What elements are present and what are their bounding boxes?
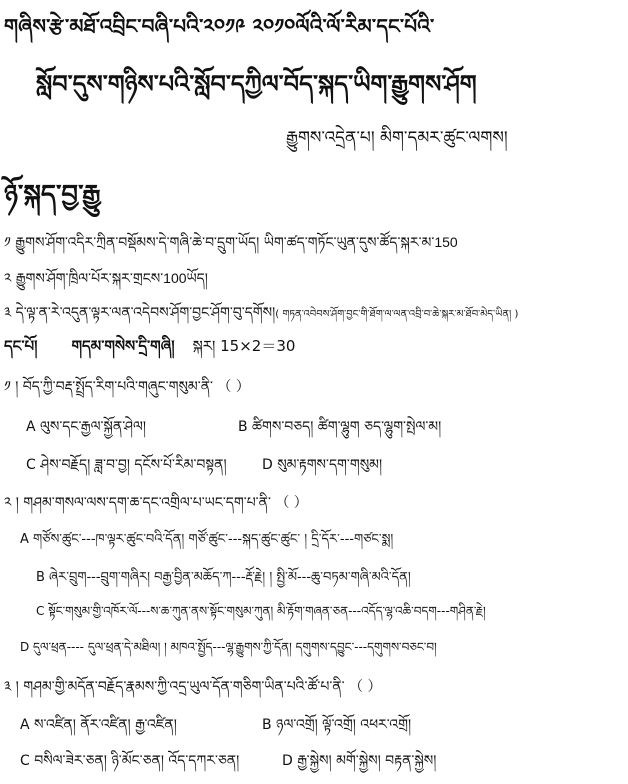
question-1-option-a: A ལུས་དང་རྒྱལ་སྐྱོན་ཤེལ།	[26, 419, 146, 435]
question-3-option-d: D རྒྱ་སྐྱེས། མགོ་སྐྱེས། བརྟན་སྐྱེས།	[282, 753, 437, 769]
question-1-option-b: B ཚིགས་བཅད། ཚིག་ལྷུག ཅད་ལྷུག་སྤེལ་མ།	[238, 419, 442, 435]
rule-3-text: ༣ དེ་ལྟ་ན་རེ་འདུན་ལྟར་ལན་འདེབས་ཤོག་བྱང་ཤོག་བུ་དགོས།	[4, 305, 276, 321]
exam-header-line1: གཞིས་རྩེ་མཐོ་འབྲིང་བཞི་པའི་༢༠༡༩ ༢༠༡༠ལོའི་ལོ་རིམ་དང་པོའི་	[4, 14, 435, 38]
section-title: ཉོ་སྐད་བྱ་རྒྱུ	[4, 180, 101, 210]
question-2-option-d: D དུལ་ཕྲན---- དུལ་ཕྲན་དེ་མཐིལ། ། མཁའ་སྤྱོད---ལྷ་རྒྱུགས་ཀྱི་དོན། དགུགས་དབྱུང་---དགུགས་བཅང་བ།	[20, 640, 437, 654]
rule-1-number: 150	[434, 234, 458, 250]
rule-3-note: ( གཏན་འབེབས་ཤོག་བྱང་གི་ཐོག་ལ་ལན་འབྲི་བ་ཆེ་སྐར་མ་ཐོབ་མེད་ཡིན། )	[275, 309, 519, 320]
rule-1	[4, 226, 458, 266]
part-heading	[4, 330, 295, 372]
exam-author: རྒྱུགས་འདྲེན་པ། མིག་དམར་ཚུང་ལགས།	[286, 128, 508, 148]
question-3-option-b: B ཉལ་འགྲོ། ལྟོ་འགྲོ། འཕར་འགྲོ།	[262, 717, 412, 733]
rule-1-text: ༡ རྒྱུགས་ཤོག་འདིར་ཀྲིན་བསྡོམས་དེ་གཞི་ཆེ་བ་དྲུག་ཡོད། ཡིག་ཚད་གཏོང་ཡུན་དུས་ཚོད་སྐར་མ་	[4, 235, 435, 251]
question-2-stem: ༢ ། གཤམ་གསལ་ལས་དག་ཆ་དང་འགྲིལ་པ་ཡང་དག་པ་ནི་ （ ）	[4, 495, 308, 511]
part-label: དང་པོ།	[4, 337, 38, 355]
question-2-option-a: A གཙོས་ཚུང་---ཁ་ལྟར་ཚུང་བའི་དོན། གཙོ་ཚུང་---སྐད་ཚུང་ཚུང་ ། དྲི་དོར་---གཙང་སྨ།	[20, 532, 394, 547]
question-1-option-c: C ཤེས་བརྗོད། ཟླ་བ་བྱ། དངོས་པོ་རིམ་བསྟན།	[26, 457, 227, 473]
rule-2-tail: ཡོད།	[186, 271, 208, 287]
question-3-option-c: C བསིལ་ཟེར་ཅན། ཉི་མོང་ཅན། འོད་དཀར་ཅན།	[20, 753, 240, 769]
question-1-stem: ༡ ། བོད་ཀྱི་བརྡ་སྤྲོད་རིག་པའི་གཞུང་གསུམ་ནི་ （ ）	[4, 379, 250, 395]
question-2-option-b: B ཞེར་བྲུག---བྲུག་གཞིར། བརྒྱ་བྱིན་མཆོད་ཀ---རྡོ་རྗེ། ། སྤྱི་མོ---ཆུ་བཏམ་གཞི་མའི་དོན།	[36, 570, 411, 585]
question-3-stem: ༣ ། གཤམ་གྱི་མདོན་བརྗོད་རྣམས་ཀྱི་འདྲ་ཡུལ་དོན་གཅིག་ཡིན་པའི་ཚོ་པ་ནི་ （ ）	[4, 679, 382, 695]
rule-2-text: ༢ རྒྱུགས་ཤོག་ཁྲིལ་པོར་སྐར་གྲངས་	[4, 271, 164, 287]
part-name: གདམ་གསེས་དྲི་གཞི།	[71, 337, 175, 355]
question-1-option-d: D སུམ་རྟགས་དག་གསུམ།	[262, 457, 383, 473]
question-3-option-a: A ས་འཛིན། ནོར་འཛིན། རྒྱ་འཛིན།	[20, 717, 177, 733]
question-2-option-c: C སྟོང་གསུམ་གྱི་འཁོར་ལོ---ས་ཆ་ཀུན་ནས་སྟོང་གསུམ་ཀུན། མི་རྟོག་གཞན་ཅན---འདོད་ལྷ་འཆི་བདག---གཤིན་རྗེ།	[36, 604, 486, 618]
part-score: སྐར། 15×2＝30	[192, 337, 296, 355]
rule-2-number: 100	[163, 270, 187, 286]
exam-title: སློབ་དུས་གཉིས་པའི་སློབ་དཀྱིལ་བོད་སྐད་ཡིག་རྒྱུགས་ཤོག	[36, 70, 477, 98]
